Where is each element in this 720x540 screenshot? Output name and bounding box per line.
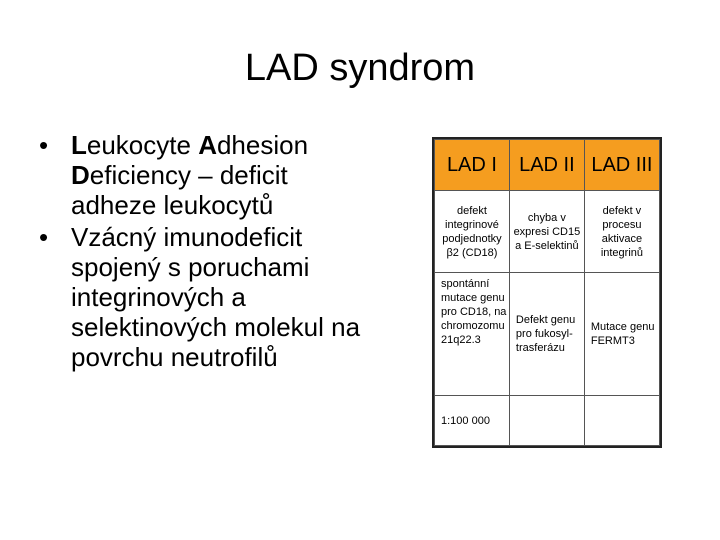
table-cell [584, 395, 659, 445]
bullet-dot-icon: • [39, 130, 49, 160]
bullet-1-initial-d: D [71, 160, 90, 190]
bullet-2-text: Vzácný imunodeficit spojený s poruchami integrinových a selektinových molekul na povrchu neutrofilů [71, 222, 361, 372]
bullet-1-text-b: dhesion [216, 130, 309, 160]
table-cell: Mutace genu FERMT3 [584, 273, 659, 395]
lad-comparison-table [432, 137, 662, 448]
table-header-row [435, 140, 660, 191]
table-cell [509, 395, 584, 445]
table-cell: defekt integrinové podjednotky β2 (CD18) [435, 191, 510, 273]
table-cell: spontánní mutace genu pro CD18, na chromozomu 21q22.3 [435, 273, 510, 395]
table-cell: defekt v procesu aktivace integrinů [584, 191, 659, 273]
page-title: LAD syndrom [244, 47, 476, 89]
table-row [435, 273, 660, 395]
bullet-dot-icon: • [39, 222, 49, 252]
bullet-1-initial-l: L [71, 130, 87, 160]
table-row [435, 395, 660, 445]
table-row [435, 191, 660, 273]
bullet-1-text-c: eficiency – deficit adheze leukocytů [71, 160, 288, 220]
table-cell: 1:100 000 [435, 395, 510, 445]
table-cell: Defekt genu pro fukosyl-trasferázu [509, 273, 584, 395]
header-lad-3: LAD III [584, 140, 659, 191]
bullet-list [36, 130, 366, 374]
header-lad-1: LAD I [435, 140, 510, 191]
bullet-1-text-a: eukocyte [86, 130, 199, 160]
bullet-item-2 [36, 222, 366, 372]
header-lad-2: LAD II [509, 140, 584, 191]
table-cell: chyba v expresi CD15 a E-selektinů [509, 191, 584, 273]
bullet-item-1 [36, 130, 366, 220]
bullet-1-initial-a: A [198, 130, 217, 160]
